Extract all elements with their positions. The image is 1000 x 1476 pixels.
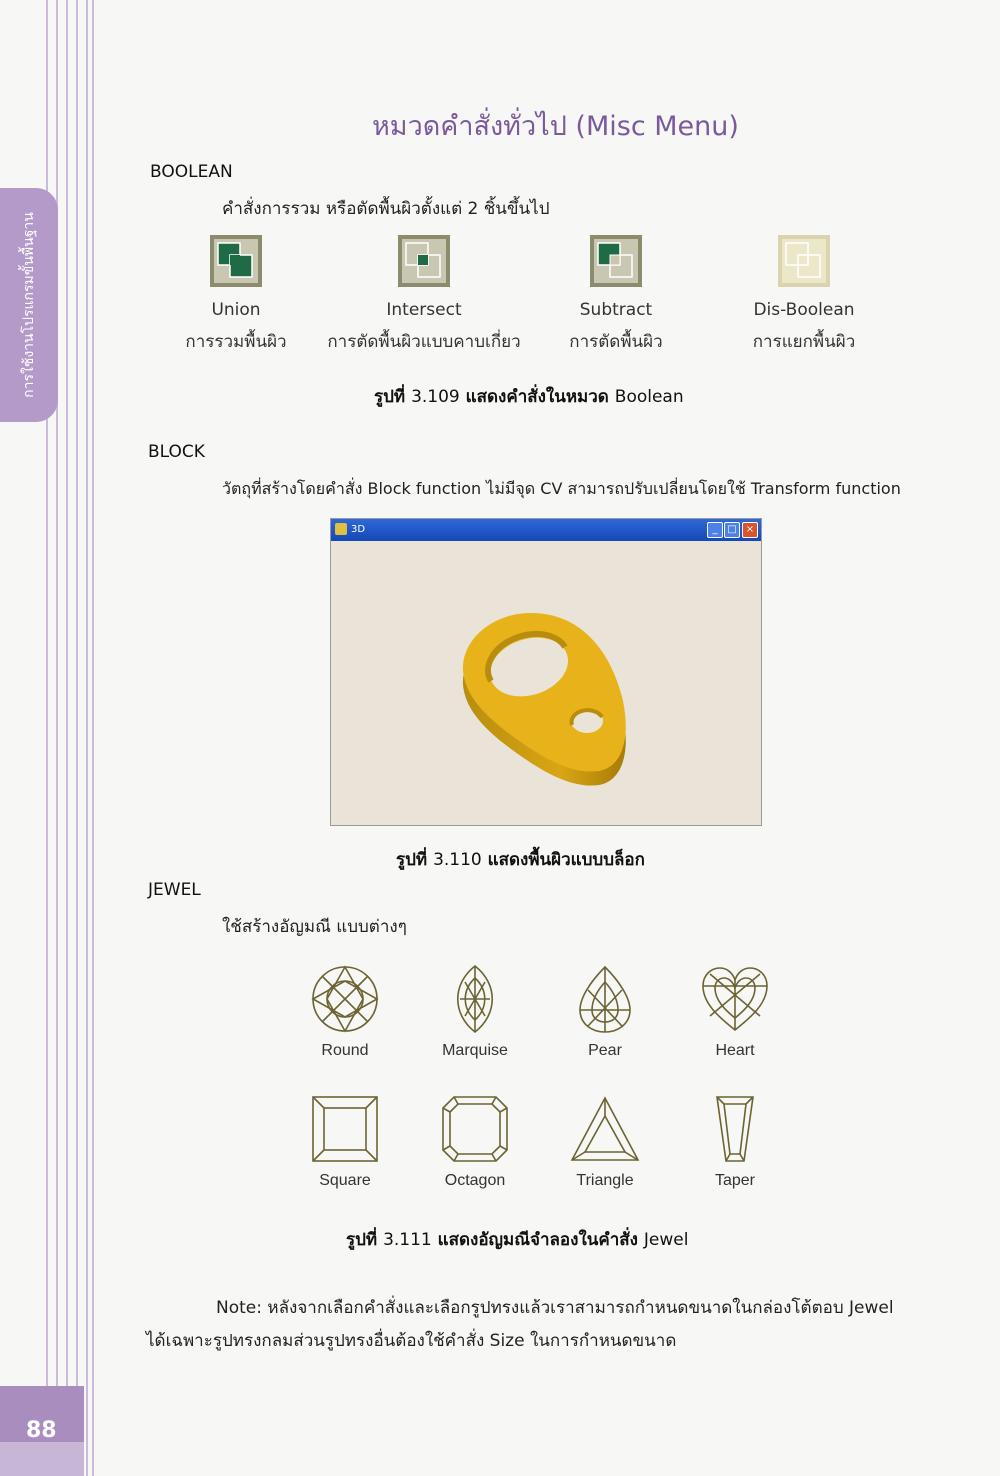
caption-number: 3.110 bbox=[433, 850, 482, 870]
intersect-icon bbox=[397, 234, 451, 288]
margin-line bbox=[86, 0, 88, 1476]
octagon-label: Octagon bbox=[444, 1172, 506, 1189]
subtract-icon bbox=[589, 234, 643, 288]
dis-boolean-icon bbox=[777, 234, 831, 288]
close-button[interactable]: × bbox=[742, 522, 758, 538]
boolean-item-dis-boolean bbox=[694, 234, 914, 355]
intersect-label: Intersect bbox=[386, 300, 462, 320]
boolean-item-subtract bbox=[506, 234, 726, 355]
jewel-marquise bbox=[415, 964, 535, 1060]
taper-gem-icon bbox=[700, 1094, 770, 1164]
union-label: Union bbox=[211, 300, 261, 320]
union-thai-label: การรวมพื้นผิว bbox=[185, 332, 287, 352]
app-icon bbox=[335, 523, 347, 535]
marquise-label: Marquise bbox=[442, 1042, 508, 1059]
caption-english: Jewel bbox=[643, 1230, 689, 1250]
block-description: วัตถุที่สร้างโดยคำสั่ง Block function ไม่มีจุด CV สามารถปรับเปลี่ยนโดยใช้ Transform function bbox=[222, 479, 901, 498]
heart-label: Heart bbox=[715, 1042, 755, 1059]
boolean-description: คำสั่งการรวม หรือตัดพื้นผิวตั้งแต่ 2 ชิ้นขึ้นไป bbox=[222, 199, 550, 219]
caption-text: แสดงคำสั่งในหมวด bbox=[465, 387, 609, 407]
jewel-heading: JEWEL bbox=[148, 880, 201, 900]
margin-line bbox=[76, 0, 78, 1476]
jewel-triangle bbox=[545, 1094, 665, 1190]
page-number: 88 bbox=[26, 1418, 57, 1443]
marquise-gem-icon bbox=[440, 964, 510, 1034]
round-gem-icon bbox=[310, 964, 380, 1034]
subtract-thai-label: การตัดพื้นผิว bbox=[569, 332, 663, 352]
block-3d-model bbox=[331, 541, 761, 825]
boolean-item-union bbox=[126, 234, 346, 355]
union-icon bbox=[209, 234, 263, 288]
intersect-thai-label: การตัดพื้นผิวแบบคาบเกี่ยว bbox=[327, 332, 521, 352]
note-line-1 bbox=[216, 1294, 894, 1321]
pear-label: Pear bbox=[588, 1042, 622, 1059]
taper-label: Taper bbox=[714, 1172, 756, 1189]
jewel-description: ใช้สร้างอัญมณี แบบต่างๆ bbox=[222, 917, 407, 937]
jewel-taper bbox=[675, 1094, 795, 1190]
dis-boolean-label: Dis-Boolean bbox=[753, 300, 855, 320]
block-3d-window bbox=[330, 518, 762, 826]
subtract-label: Subtract bbox=[579, 300, 653, 320]
triangle-label: Triangle bbox=[576, 1172, 634, 1189]
minimize-button[interactable]: _ bbox=[707, 522, 723, 538]
margin-line bbox=[92, 0, 94, 1476]
caption-english: Boolean bbox=[614, 387, 684, 407]
maximize-button[interactable]: □ bbox=[724, 522, 740, 538]
caption-number: 3.111 bbox=[383, 1230, 432, 1250]
caption-prefix: รูปที่ bbox=[396, 850, 428, 870]
chapter-side-tab-label: การใช้งานโปรแกรมขั้นพื้นฐาน bbox=[21, 212, 37, 398]
square-label: Square bbox=[319, 1172, 371, 1189]
caption-prefix: รูปที่ bbox=[346, 1230, 378, 1250]
pear-gem-icon bbox=[570, 964, 640, 1034]
jewel-octagon bbox=[415, 1094, 535, 1190]
caption-text: แสดงพื้นผิวแบบบล็อก bbox=[487, 850, 645, 870]
caption-number: 3.109 bbox=[411, 387, 460, 407]
figure-caption-jewel bbox=[346, 1226, 688, 1253]
margin-line bbox=[66, 0, 68, 1476]
figure-caption-boolean bbox=[374, 383, 684, 410]
window-title-bar bbox=[331, 519, 761, 541]
page-number-strip bbox=[0, 1442, 84, 1476]
jewel-pear bbox=[545, 964, 665, 1060]
note-line-2: ได้เฉพาะรูปทรงกลมส่วนรูปทรงอื่นต้องใช้คำสั่ง Size ในการกำหนดขนาด bbox=[146, 1331, 677, 1351]
caption-text: แสดงอัญมณีจำลองในคำสั่ง bbox=[437, 1230, 638, 1250]
heart-gem-icon bbox=[700, 964, 770, 1034]
octagon-gem-icon bbox=[440, 1094, 510, 1164]
figure-caption-block bbox=[396, 846, 645, 873]
boolean-heading: BOOLEAN bbox=[150, 162, 233, 182]
square-gem-icon bbox=[310, 1094, 380, 1164]
round-label: Round bbox=[321, 1042, 369, 1059]
note-text-1: หลังจากเลือกคำสั่งและเลือกรูปทรงแล้วเราสามารถกำหนดขนาดในกล่องโต้ตอบ Jewel bbox=[267, 1298, 894, 1318]
note-label: Note: bbox=[216, 1298, 262, 1318]
caption-prefix: รูปที่ bbox=[374, 387, 406, 407]
jewel-square bbox=[285, 1094, 405, 1190]
dis-boolean-thai-label: การแยกพื้นผิว bbox=[752, 332, 856, 352]
window-title: 3D bbox=[351, 524, 366, 535]
block-heading: BLOCK bbox=[148, 442, 205, 462]
boolean-item-intersect bbox=[314, 234, 534, 355]
triangle-gem-icon bbox=[570, 1094, 640, 1164]
jewel-round bbox=[285, 964, 405, 1060]
jewel-heart bbox=[675, 964, 795, 1060]
page-title: หมวดคำสั่งทั่วไป (Misc Menu) bbox=[372, 111, 739, 142]
